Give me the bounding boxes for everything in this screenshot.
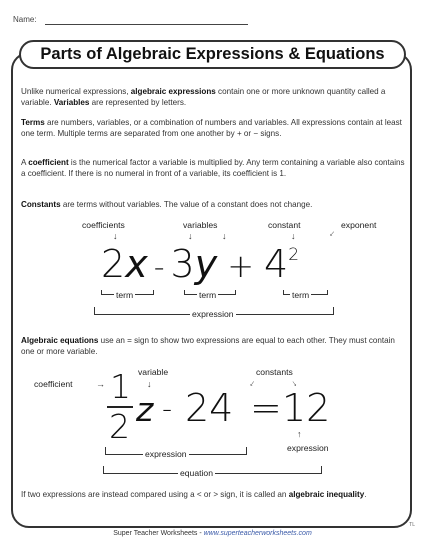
variable-token: y: [194, 242, 218, 286]
terms-paragraph: Terms are numbers, variables, or a combination of numbers and variables. All expressions contain at least one term. Multiple terms are separated from one another by + or − signs.: [21, 118, 402, 138]
label-coefficients: coefficients: [82, 220, 125, 230]
exponent-token: 2: [288, 245, 300, 265]
arrow-down-icon: ↓: [291, 231, 296, 241]
fraction-numerator: 1: [110, 367, 131, 406]
arrow-down-left-icon: ↓: [327, 227, 338, 239]
variable-token: x: [125, 242, 148, 286]
expression-label: expression: [287, 443, 329, 453]
term-label: term: [292, 290, 310, 300]
equation-label: equation: [180, 468, 213, 478]
arrow-right-icon: →: [96, 379, 105, 389]
arrow-down-icon: ↓: [222, 231, 227, 241]
operator-token: -: [153, 250, 165, 285]
constant-token: 12: [282, 386, 331, 430]
name-label: Name:: [13, 15, 37, 24]
footer: Super Teacher Worksheets - www.superteacherworksheets.com: [113, 530, 312, 537]
constant-token: 4: [264, 242, 289, 286]
label-variables: variables: [183, 220, 218, 230]
equations-paragraph: Algebraic equations use an = sign to show two expressions are equal to each other. They must contain one or more variable.: [21, 336, 395, 356]
operator-token: -: [162, 392, 173, 425]
name-field[interactable]: [45, 24, 248, 25]
coefficient-token: 2: [101, 242, 126, 286]
term-label: term: [116, 290, 134, 300]
coefficient-paragraph: A coefficient is the numerical factor a variable is multiplied by. Any term containing a variable also contains a coefficient. If there is no numeral in front of a variable, its coefficient is 1.: [21, 158, 405, 178]
arrow-down-icon: ↓: [147, 379, 152, 389]
label-constants: constants: [256, 367, 293, 377]
label-constant: constant: [268, 220, 301, 230]
arrow-down-left-icon: ↓: [247, 377, 258, 389]
constants-paragraph: Constants are terms without variables. The value of a constant does not change.: [21, 200, 313, 209]
arrow-down-right-icon: ↓: [289, 377, 299, 389]
equals-token: =: [250, 386, 282, 430]
expression-one: [101, 242, 300, 286]
worksheet-code: TL: [409, 522, 415, 528]
operator-token: +: [227, 247, 255, 285]
arrow-up-icon: ↑: [297, 429, 302, 439]
page-title: Parts of Algebraic Expressions & Equations: [19, 40, 406, 69]
intro-paragraph: Unlike numerical expressions, algebraic expressions contain one or more unknown quantity called a variable. Variables are represented by letters.: [21, 87, 386, 107]
fraction-denominator: 2: [109, 407, 130, 446]
label-variable: variable: [138, 367, 169, 377]
variable-token: z: [136, 390, 154, 429]
footer-link[interactable]: www.superteacherworksheets.com: [203, 530, 312, 537]
arrow-down-icon: ↓: [113, 231, 118, 241]
label-coefficient: coefficient: [34, 379, 73, 389]
coefficient-token: 3: [170, 242, 195, 286]
inequality-paragraph: If two expressions are instead compared using a < or > sign, it is called an algebraic inequality.: [21, 490, 367, 499]
expression-label: expression: [192, 309, 234, 319]
label-exponent: exponent: [341, 220, 377, 230]
expression-label: expression: [145, 449, 187, 459]
constant-token: 24: [185, 386, 234, 430]
arrow-down-icon: ↓: [188, 231, 193, 241]
term-label: term: [199, 290, 217, 300]
